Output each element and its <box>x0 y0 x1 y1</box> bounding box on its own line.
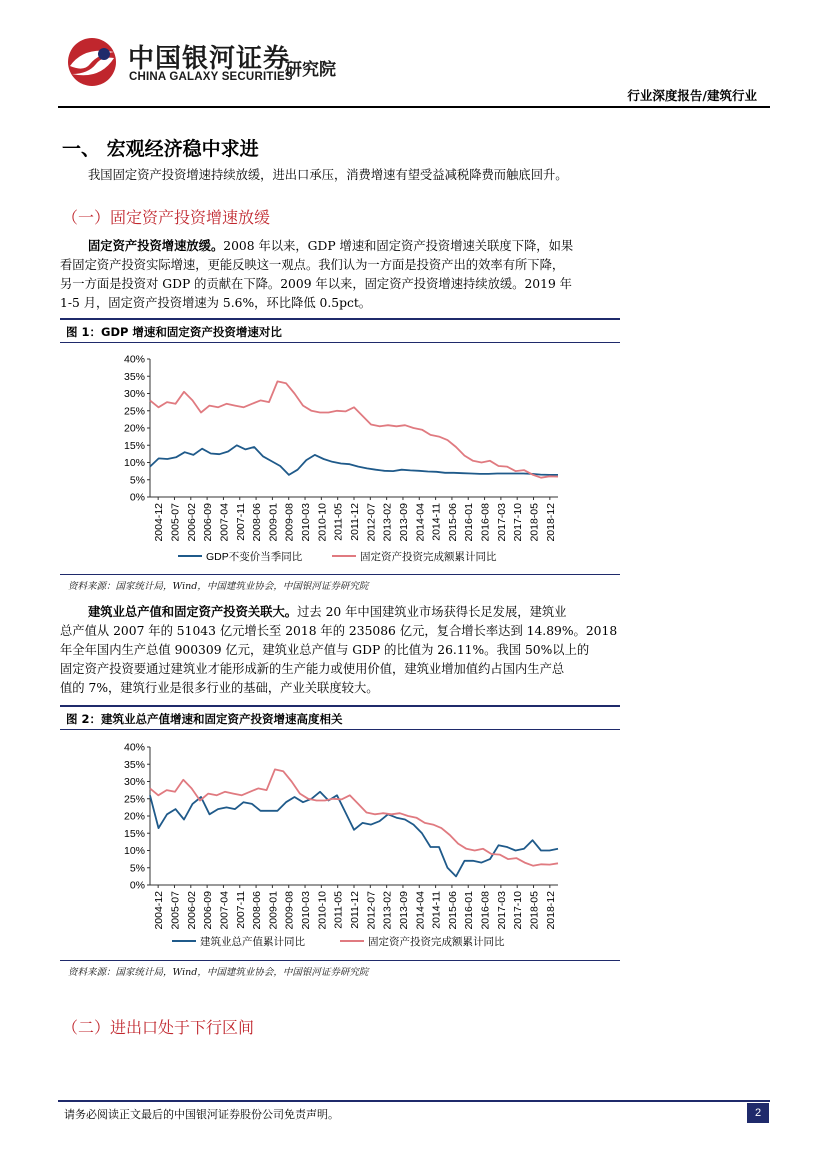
x-tick-label: 2010-03 <box>300 891 313 930</box>
x-tick-label: 2004-12 <box>153 503 166 542</box>
legend-label: 固定资产投资完成额累计同比 <box>368 936 505 948</box>
y-tick-label: 0% <box>129 491 145 504</box>
subsection-title-1: （一）固定资产投资增速放缓 <box>62 208 271 227</box>
brand-logo <box>64 36 120 88</box>
page-number: 2 <box>747 1103 769 1123</box>
x-tick-label: 2013-02 <box>381 891 394 930</box>
y-tick-label: 10% <box>123 457 145 469</box>
y-tick-label: 20% <box>123 810 145 823</box>
y-tick-label: 20% <box>123 422 145 435</box>
x-tick-label: 2017-03 <box>495 891 508 930</box>
galaxy-logo-icon <box>64 36 120 88</box>
x-tick-label: 2014-11 <box>430 891 443 929</box>
figure-1-chart <box>60 346 620 571</box>
figure-1-divider <box>60 574 620 575</box>
header-rule <box>58 106 770 108</box>
x-tick-label: 2018-12 <box>544 891 557 930</box>
series-line <box>150 769 558 865</box>
x-tick-label: 2007-11 <box>234 503 247 541</box>
x-tick-label: 2004-12 <box>153 891 166 930</box>
x-tick-label: 2005-07 <box>169 891 182 930</box>
paragraph-line: 看固定资产投资实际增速，更能反映这一观点。我们认为一方面是投资产出的效率有所下降， <box>60 258 565 272</box>
x-tick-label: 2016-01 <box>463 503 476 542</box>
x-tick-label: 2018-05 <box>528 503 541 542</box>
paragraph-lead: 建筑业总产值和固定资产投资关联大。 <box>88 605 298 619</box>
y-tick-label: 15% <box>123 439 145 452</box>
section-title: 一、 宏观经济稳中求进 <box>62 138 259 160</box>
x-tick-label: 2006-02 <box>185 891 198 930</box>
paragraph-line: 过去 20 年中国建筑业市场获得长足发展，建筑业 <box>297 605 567 619</box>
x-tick-label: 2009-01 <box>267 503 280 542</box>
figure-2-chart <box>60 735 620 957</box>
footer-rule <box>58 1100 770 1102</box>
paragraph-line: 总产值从 2007 年的 51043 亿元增长至 2018 年的 235086 亿元，复合增长率达到 14.89%。2018 <box>60 624 618 638</box>
paragraph-line: 固定资产投资要通过建筑业才能形成新的生产能力或使用价值，建筑业增加值约占国内生产总 <box>60 662 565 676</box>
x-tick-label: 2014-11 <box>430 503 443 541</box>
logo-english-name: CHINA GALAXY SECURITIES <box>129 71 293 83</box>
x-tick-label: 2018-05 <box>528 891 541 930</box>
x-tick-label: 2014-04 <box>414 503 427 542</box>
x-tick-label: 2011-12 <box>349 891 361 929</box>
x-tick-label: 2008-06 <box>251 503 264 542</box>
paragraph-line: 另一方面是投资对 GDP 的贡献在下降。2009 年以来，固定资产投资增速持续放缓。2019 年 <box>60 277 572 291</box>
figure-1-source: 资料来源：国家统计局，Wind，中国建筑业协会，中国银河证券研究院 <box>68 581 369 592</box>
logo-chinese-name: 中国银河证券 <box>128 44 291 74</box>
figure-1-title: 图 1：GDP 增速和固定资产投资增速对比 <box>66 325 282 339</box>
y-tick-label: 15% <box>123 827 145 840</box>
y-tick-label: 30% <box>123 388 145 400</box>
x-tick-label: 2006-02 <box>185 503 198 542</box>
x-tick-label: 2009-08 <box>283 891 296 930</box>
x-tick-label: 2007-04 <box>218 503 231 542</box>
paragraph-line: 1-5 月，固定资产投资增速为 5.6%，环比降低 0.5pct。 <box>60 296 372 310</box>
y-tick-label: 10% <box>123 845 145 857</box>
x-tick-label: 2006-09 <box>202 891 215 930</box>
section-intro: 我国固定资产投资增速持续放缓，进出口承压，消费增速有望受益减税降费而触底回升。 <box>88 168 568 182</box>
figure-2-title: 图 2：建筑业总产值增速和固定资产投资增速高度相关 <box>66 712 343 726</box>
x-tick-label: 2005-07 <box>169 503 182 542</box>
x-tick-label: 2009-08 <box>283 503 296 542</box>
x-tick-label: 2009-01 <box>267 891 280 930</box>
y-tick-label: 35% <box>123 758 145 771</box>
x-tick-label: 2011-05 <box>332 503 345 541</box>
x-tick-label: 2014-04 <box>414 891 427 930</box>
x-tick-label: 2016-01 <box>463 891 476 930</box>
y-tick-label: 35% <box>123 370 145 383</box>
paragraph-lead: 固定资产投资增速放缓。 <box>88 239 224 253</box>
figure-2-source: 资料来源：国家统计局，Wind，中国建筑业协会，中国银河证券研究院 <box>68 967 369 978</box>
x-tick-label: 2012-07 <box>365 503 378 542</box>
paragraph-line: 年全年国内生产总值 900309 亿元，建筑业总产值与 GDP 的比值为 26.11%。我国 50%以上的 <box>60 643 590 657</box>
x-tick-label: 2010-03 <box>300 503 313 542</box>
report-type: 行业深度报告/建筑行业 <box>627 88 757 103</box>
y-tick-label: 40% <box>123 353 145 366</box>
x-tick-label: 2013-09 <box>397 891 410 930</box>
y-tick-label: 25% <box>123 793 145 806</box>
x-tick-label: 2015-06 <box>446 503 459 542</box>
x-tick-label: 2017-03 <box>495 503 508 542</box>
x-tick-label: 2010-10 <box>316 503 329 542</box>
paragraph-construction <box>60 603 620 698</box>
logo-institute: 研究院 <box>285 60 336 80</box>
x-tick-label: 2017-10 <box>512 891 525 930</box>
x-tick-label: 2006-09 <box>202 503 215 542</box>
legend-label: GDP不变价当季同比 <box>206 551 303 563</box>
x-tick-label: 2016-08 <box>479 503 492 542</box>
x-tick-label: 2013-09 <box>397 503 410 542</box>
figure-2-header <box>60 705 620 730</box>
y-tick-label: 5% <box>129 474 145 487</box>
series-line <box>150 792 558 877</box>
x-tick-label: 2007-11 <box>234 891 247 929</box>
x-tick-label: 2007-04 <box>218 891 231 930</box>
x-tick-label: 2010-10 <box>316 891 329 930</box>
paragraph-line: 值的 7%，建筑行业是很多行业的基础，产业关联度较大。 <box>60 681 379 695</box>
footer-disclaimer: 请务必阅读正文最后的中国银河证券股份公司免责声明。 <box>64 1108 339 1121</box>
legend-label: 建筑业总产值累计同比 <box>200 936 305 948</box>
x-tick-label: 2011-05 <box>332 891 345 929</box>
x-tick-label: 2013-02 <box>381 503 394 542</box>
x-tick-label: 2008-06 <box>251 891 264 930</box>
figure-2-divider <box>60 960 620 961</box>
paragraph-line: 2008 年以来，GDP 增速和固定资产投资增速关联度下降，如果 <box>223 239 574 253</box>
series-line <box>150 445 558 475</box>
x-tick-label: 2012-07 <box>365 891 378 930</box>
y-tick-label: 25% <box>123 405 145 418</box>
y-tick-label: 40% <box>123 741 145 754</box>
subsection-title-2: （二）进出口处于下行区间 <box>62 1018 255 1037</box>
x-tick-label: 2011-12 <box>349 503 361 541</box>
figure-1-header <box>60 318 620 343</box>
series-line <box>150 381 558 477</box>
legend-label: 固定资产投资完成额累计同比 <box>360 551 497 563</box>
x-tick-label: 2018-12 <box>544 503 557 542</box>
paragraph-fai <box>60 237 620 313</box>
y-tick-label: 5% <box>129 862 145 875</box>
x-tick-label: 2015-06 <box>446 891 459 930</box>
x-tick-label: 2017-10 <box>512 503 525 542</box>
x-tick-label: 2016-08 <box>479 891 492 930</box>
y-tick-label: 0% <box>129 879 145 892</box>
y-tick-label: 30% <box>123 776 145 788</box>
